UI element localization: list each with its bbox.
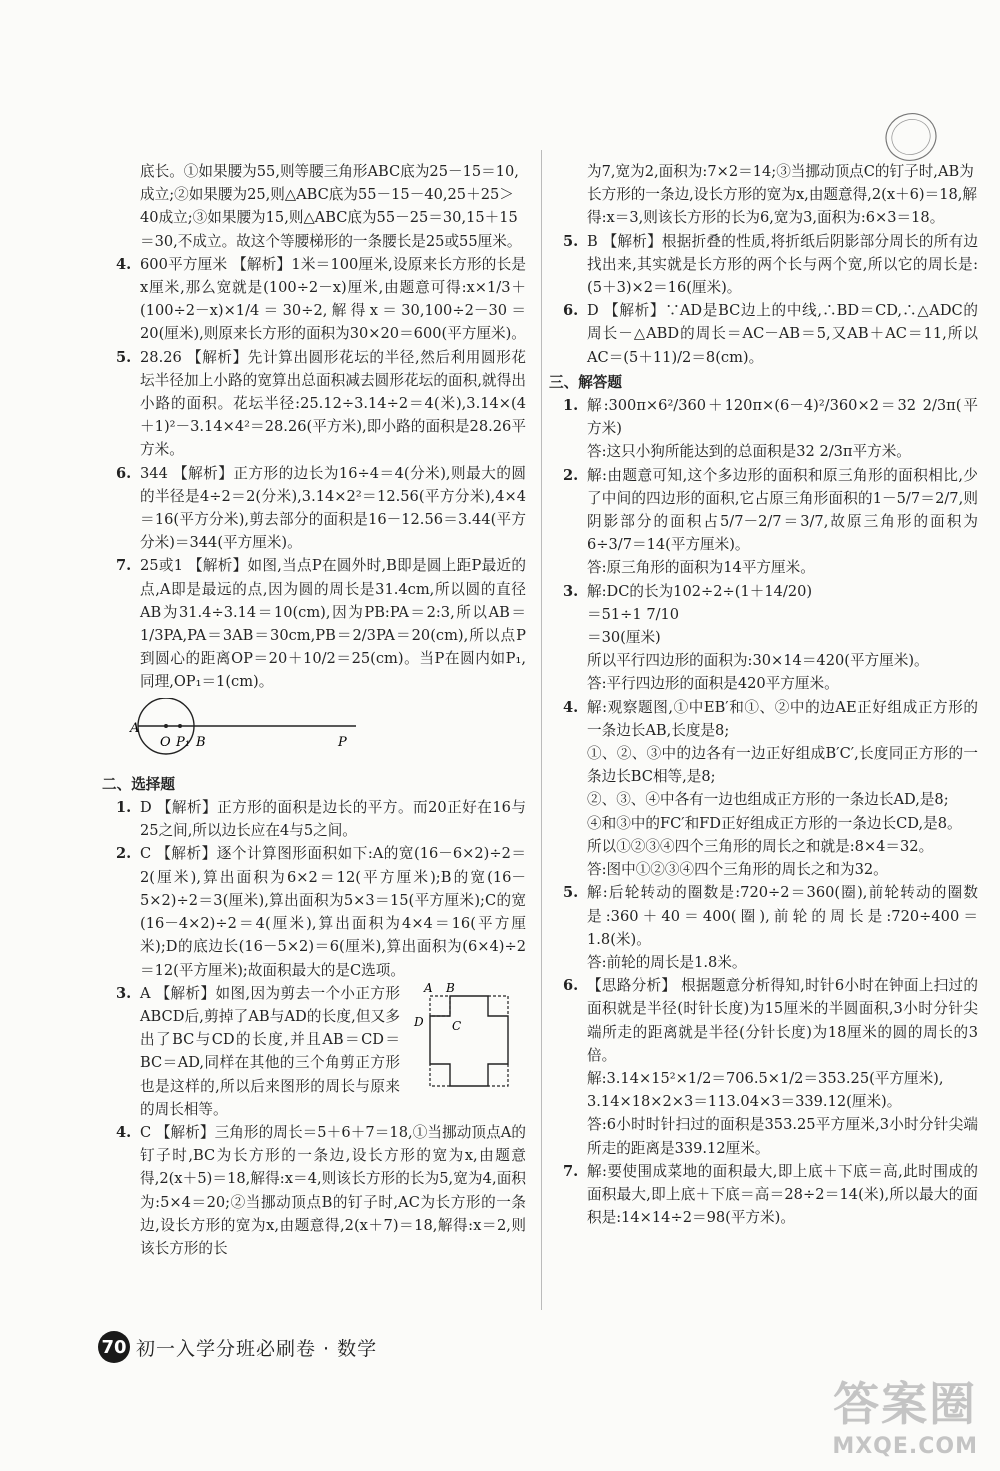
answer-item: 1. D 【解析】正方形的面积是边长的平方。而20正好在16与25之间,所以边长应在4与5之间。 [116, 799, 526, 840]
answer-item: 6. D 【解析】∵AD是BC边上的中线,∴BD＝CD,∴△ADC的周长－△ABD的周长＝AC－AB＝5,又AB＋AC＝11,所以AC＝(5＋11)/2＝8(cm)。 [563, 302, 978, 366]
answer-item: 4. C 【解析】三角形的周长＝5＋6＋7＝18,①当挪动顶点A的钉子时,BC为长方形的一条边,设长方形的宽为x,由题意得,2(x＋5)＝18,解得:x＝4,则该长方形的长为5,宽为4,面积为:5×4＝20;②当挪动顶点B的钉子时,AC为长方形的一条边,设长方形的宽为x,由题意得,2(x＋7)＝18,解得:x＝2,则该长方形的长 [116, 1123, 526, 1257]
answer-item: 5. 解:后轮转动的圈数是:720÷2＝360(圈),前轮转动的圈数是:360＋40＝400(圈),前轮的周长是:720÷400＝1.8(米)。 答:前轮的周长是1.8米。 [563, 884, 978, 971]
column-divider [541, 150, 542, 1310]
stamp-seal [882, 108, 940, 166]
continued-text: 底长。①如果腰为55,则等腰三角形ABC底为25－15＝10,成立;②如果腰为25,则△ABC底为55－15－40,25＋25＞40成立;③如果腰为15,则△ABC底为55－25＝30,15＋15＝30,不成立。故这个等腰梯形的一条腰长是25或55厘米。 [140, 163, 522, 250]
answer-item: 6. 344 【解析】正方形的边长为16÷4＝4(分米),则最大的圆的半径是4÷2＝2(分米),3.14×2²＝12.56(平方分米),4×4＝16(平方分米),剪去部分的面积是16－12.56＝3.44(平方分米)＝344(平方厘米)。 [116, 464, 526, 552]
square-figure [408, 982, 526, 1102]
label-O: O [160, 734, 171, 750]
label-A: A [424, 981, 433, 995]
label-A: A [130, 720, 140, 736]
label-B: B [196, 734, 206, 750]
label-B: B [446, 981, 455, 995]
section-heading: 二、选择题 [102, 775, 175, 793]
right-column [549, 160, 978, 1229]
left-column [102, 160, 526, 1260]
answer-item: 1. 解:300π×6²/360＋120π×(6－4)²/360×2＝32 2/3π(平方米) 答:这只小狗所能达到的总面积是32 2/3π平方米。 [563, 397, 978, 461]
label-C: C [452, 1018, 462, 1033]
circle-figure [116, 698, 376, 760]
answer-item: 5. 28.26 【解析】先计算出圆形花坛的半径,然后利用圆形花坛半径加上小路的宽算出总面积减去圆形花坛的面积,就得出小路的面积。花坛半径:25.12÷3.14÷2＝4(米),3.14×(4＋1)²－3.14×4²＝28.26(平方米),即小路的面积是28.26平方米。 [116, 348, 526, 459]
continued-text: 为7,宽为2,面积为:7×2＝14;③当挪动顶点C的钉子时,AB为长方形的一条边,设长方形的宽为x,由题意得,2(x＋6)＝18,解得:x＝3,则该长方形的长为6,宽为3,面积为:6×3＝18。 [587, 163, 978, 227]
page-footer [98, 1330, 377, 1364]
label-P: P [338, 734, 347, 750]
section-heading: 三、解答题 [549, 373, 622, 391]
answer-item: 3. 解:DC的长为102÷2÷(1＋14/20) ＝51÷1 7/10 ＝30(厘米) 所以平行四边形的面积为:30×14＝420(平方厘米)。 答:平行四边形的面积是420平方厘米。 [563, 582, 929, 693]
page-number: 70 [98, 1331, 130, 1363]
answer-item: 5. B 【解析】根据折叠的性质,将折纸后阴影部分周长的所有边找出来,其实就是长方形的两个长与两个宽,所以它的周长是:(5＋3)×2＝16(厘米)。 [563, 232, 978, 297]
answer-item: 7. 25或1 【解析】如图,当点P在圆外时,B即是圆上距P最近的点,A即是最远的点,因为圆的周长是31.4cm,所以圆的直径AB为31.4÷3.14＝10(cm),因为PB:PA＝2:3,所以AB＝1/3PA,PA＝3AB＝30cm,PB＝2/3PA＝20(cm),所以点P到圆心的距离OP＝20＋10/2＝25(cm)。当P在圆内如P₁,同理,OP₁＝1(cm)。 [116, 557, 526, 691]
label-D: D [414, 1014, 424, 1029]
answer-item: 6. 【思路分析】 根据题意分析得知,时针6小时在钟面上扫过的面积就是半径(时针长度)为15厘米的半圆面积,3小时分针尖端所走的距离就是半径(分针长度)为18厘米的圆的周长的3倍。 解:3.14×15²×1/2＝706.5×1/2＝353.25(平方厘米), 3.14×18×2×3＝113.04×3＝339.12(厘米)。 答:6小时时针扫过的面积是353.25平方厘米,3小时分针尖端所走的距离是339.12厘米。 [563, 977, 978, 1157]
answer-item: 4. 解:观察题图,①中EB′和①、②中的边AE正好组成正方形的一条边长AB,长度是8; ①、②、③中的边各有一边正好组成B′C′,长度同正方形的一条边长BC相等,是8; ②、③、④中各有一边也组成正方形的一条边长AD,是8; ④和③中的FC′和FD正好组成正方形的一条边长CD,是8。 所以①②③④四个三角形的周长之和就是:8×4＝32。 答:图中①②③④四个三角形的周长之和为32。 [563, 698, 978, 879]
watermark-logo: 答案圈 MXQE.COM [832, 1377, 978, 1459]
label-P1: P₁ [176, 734, 190, 750]
answer-item: 3. A B C D A 【解析】如图,因为剪去一个小正方形ABCD后,剪掉了AB与AD的长度,但又多出了BC与CD的长度,并且AB＝CD＝BC＝AD,同样在其他的三个角剪正方形也是这样的,所以后来图形的周长与原来的周长相等。 [116, 982, 526, 1121]
answer-item: 4. 600平方厘米 【解析】1米＝100厘米,设原来长方形的长是x厘米,那么宽就是(100÷2－x)厘米,由题意可得:x×1/3＋(100÷2－x)×1/4＝30÷2,解得x＝30,100÷2－30＝20(厘米),则原来长方形的面积为30×20＝600(平方厘米)。 [116, 255, 526, 343]
answer-item: 2. C 【解析】逐个计算图形面积如下:A的宽(16－6×2)÷2＝2(厘米),算出面积为6×2＝12(平方厘米);B的宽(16－5×2)÷2＝3(厘米),算出面积为5×3＝15(平方厘米);C的宽(16－4×2)÷2＝4(厘米),算出面积为4×4＝16(平方厘米);D的底边长(16－5×2)＝6(厘米),算出面积为(6×4)÷2＝12(平方厘米);故面积最大的是C选项。 [116, 845, 526, 979]
book-title: 初一入学分班必刷卷 · 数学 [136, 1337, 378, 1360]
answer-item: 2. 解:由题意可知,这个多边形的面积和原三角形的面积相比,少了中间的四边形的面积,它占原三角形面积的1－5/7＝2/7,则阴影部分的面积占5/7－2/7＝3/7,故原三角形的面积为6÷3/7＝14(平方厘米)。 答:原三角形的面积为14平方厘米。 [563, 466, 978, 577]
answer-item: 7. 解:要使围成菜地的面积最大,即上底＋下底＝高,此时围成的面积最大,即上底＋下底＝高＝28÷2＝14(米),所以最大的面积是:14×14÷2＝98(平方米)。 [563, 1162, 978, 1227]
